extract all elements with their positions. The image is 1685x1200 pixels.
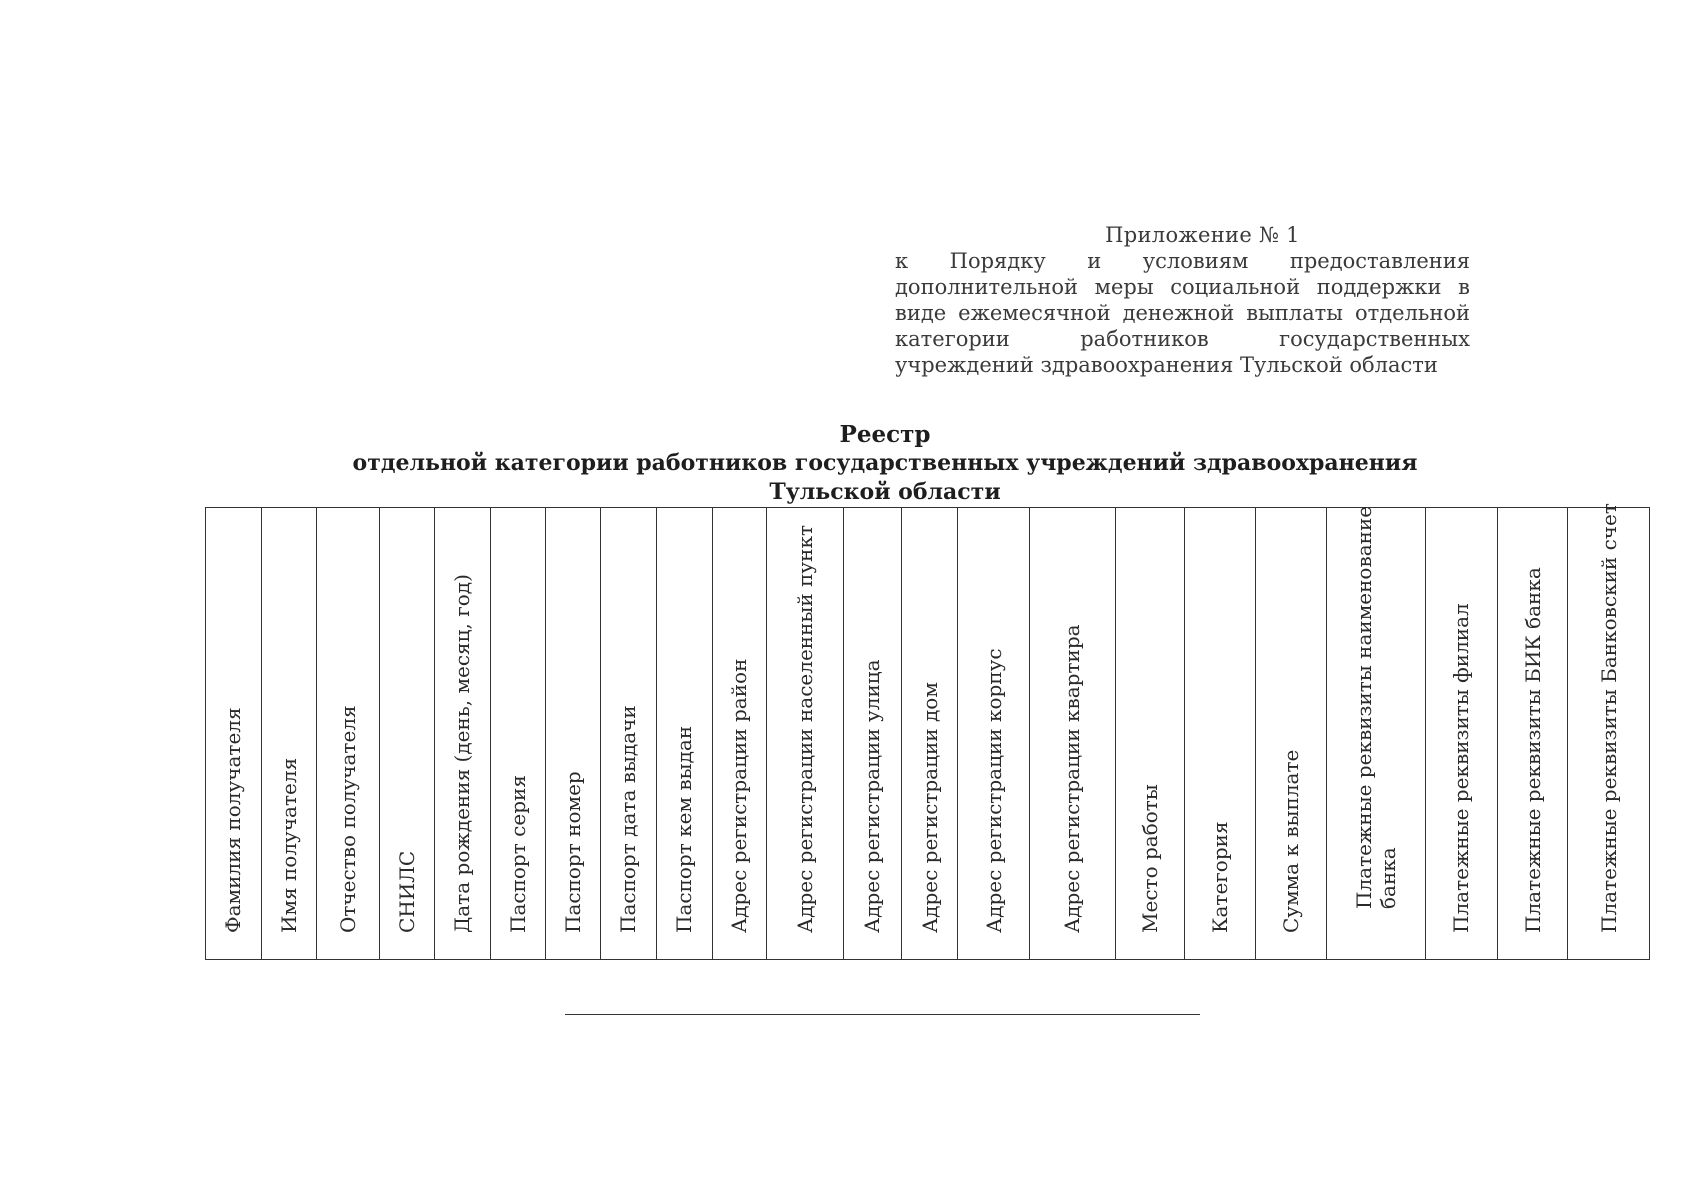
column-header	[1256, 508, 1327, 959]
column-header-label: Место работы	[1137, 784, 1162, 933]
column-header	[713, 508, 768, 959]
column-header	[1030, 508, 1116, 959]
column-header	[262, 508, 318, 959]
column-header	[1426, 508, 1498, 959]
column-header	[317, 508, 380, 959]
column-header-label: Отчество получателя	[336, 705, 361, 933]
column-header	[844, 508, 902, 959]
column-header-label: Адрес регистрации населенный пункт	[793, 524, 818, 933]
column-header-label: Паспорт номер	[561, 771, 586, 933]
column-header	[1568, 503, 1649, 959]
column-header	[1327, 505, 1427, 959]
column-header	[380, 508, 435, 959]
column-header	[657, 508, 713, 959]
column-header	[435, 508, 491, 959]
annex-body: к Порядку и условиям предоставления дополнительной меры социальной поддержки в виде ежемесячной денежной выплаты отдельной категории работников государственных учреждений здравоохранения Тульской области	[895, 249, 1470, 377]
column-header-label: Адрес регистрации дом	[917, 682, 942, 933]
title-line-1: Реестр	[839, 421, 931, 448]
column-header	[1498, 508, 1569, 959]
annex-note	[895, 222, 1470, 378]
column-header-label: Платежные реквизиты наименование банка	[1351, 505, 1400, 909]
column-header-label: Платежные реквизиты Банковский счет	[1596, 503, 1621, 933]
column-header	[206, 508, 262, 959]
column-header	[1185, 508, 1256, 959]
column-header	[1116, 508, 1186, 959]
column-header-label: Паспорт кем выдан	[672, 725, 697, 933]
column-header-label: Адрес регистрации корпус	[981, 648, 1006, 933]
title-line-3: Тульской области	[769, 479, 1001, 505]
column-header-label: СНИЛС	[395, 850, 420, 933]
column-header-label: Паспорт дата выдачи	[616, 705, 641, 933]
column-header	[767, 508, 844, 959]
column-header	[491, 508, 547, 959]
annex-heading: Приложение № 1	[1105, 223, 1300, 247]
column-header	[546, 508, 601, 959]
column-header-label: Платежные реквизиты филиал	[1449, 603, 1474, 933]
column-header	[601, 508, 657, 959]
column-header-label: Фамилия получателя	[221, 707, 246, 933]
column-header-label: Адрес регистрации квартира	[1060, 624, 1085, 933]
column-header-label: Имя получателя	[277, 757, 302, 933]
column-header-label: Адрес регистрации улица	[860, 659, 885, 933]
column-header-label: Дата рождения (день, месяц, год)	[450, 574, 475, 933]
title-line-2: отдельной категории работников государственных учреждений здравоохранения	[352, 450, 1418, 476]
closing-rule	[565, 1014, 1200, 1015]
registry-table	[205, 503, 1650, 960]
column-header-label: Категория	[1208, 821, 1233, 933]
column-header-label: Адрес регистрации район	[727, 658, 752, 933]
column-header	[902, 508, 959, 959]
column-header	[958, 508, 1030, 959]
column-header-label: Паспорт серия	[506, 775, 530, 933]
column-header-label: Платежные реквизиты БИК банка	[1520, 567, 1545, 933]
column-header-label: Сумма к выплате	[1278, 749, 1303, 933]
